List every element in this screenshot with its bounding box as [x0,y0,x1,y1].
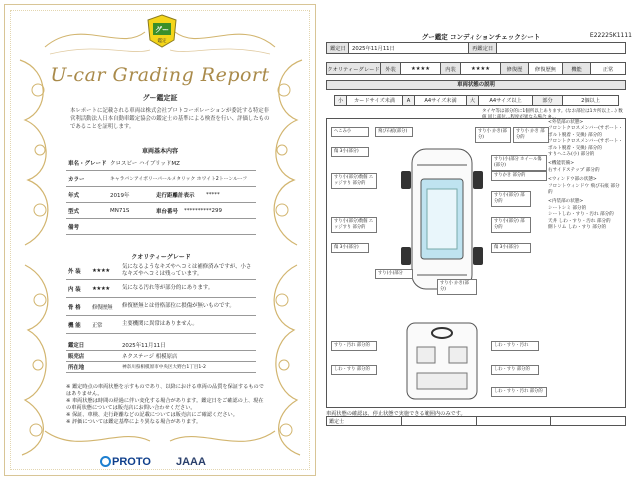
value-address: 神奈川県相模原市中央区大野台1丁目1-2 [122,365,206,370]
note-line: ※ 車両状態は時間の経過に伴い変化する場合があります。鑑定日をご確認の上、現在の車両状態については販売店にお問い合わせください。 [66,398,264,411]
svg-text:グー: グー [155,26,169,34]
jaaa-logo: JAAA [176,456,206,468]
size-card-mark: A [403,96,415,105]
label-ext: 外装 [381,63,401,74]
vehicle-info-table [66,155,256,235]
row-name-grade [66,155,256,171]
desc-equipment: 主要機関に異常はありません。 [122,321,198,328]
damage-cell: すり小 かき 部分的 [513,127,549,143]
damage-cell: すり小(部分) 部分的 [491,217,531,233]
damage-cell: 傷 3小(部分) [491,243,531,253]
sheet-code: E22225K1111 [589,32,632,39]
row-exterior [66,262,256,280]
condition-sheet [322,0,640,480]
note-line: ※ 鑑定時点の車両状態を示すものであり、以降における車両の品質を保証するものではありません。 [66,384,264,397]
size-legend-note: タイヤ等は部分的に1個所以上あります。(なお部位は1カ所以上…) 数値 同じ部位…程度が異なる場合 ※… [482,109,623,120]
note-line: フロントクロスメンバー(サポート・ボルト脱着・交換) 部分的 [548,139,623,151]
label-remarks: 備考 [68,224,80,231]
damage-cell: 傷 3小(部分) [331,243,369,253]
label-color: カラー [68,176,85,183]
damage-cell: 傷 3小(部分) [331,147,369,157]
vehicle-info-heading: 車両基本内容 [141,148,178,155]
size-part: 部分 [533,96,563,105]
size-card: カードサイズ未満 [347,96,403,105]
label-model: 型式 [68,208,80,215]
desc-frame: 修復歴無とは骨格部位に損傷が無いものです。 [122,303,235,310]
damage-cell: すり(小)部分 [375,269,413,279]
note-line: シートしわ・すり・汚れ 部分的 [548,212,614,218]
label-int: 内装 [441,63,461,74]
car-interior-view [397,319,487,404]
script-title: U-car Grading Report [50,64,270,86]
size-large: 大 [467,96,479,105]
note-line: ※ 保証、車検、走行距離などの記載については販売店にご確認ください。 [66,412,238,418]
quality-grade-table [66,262,256,334]
value-mileage: ***** [206,191,220,198]
row-year [66,187,256,203]
label-equipment: 機 能 [68,322,81,329]
note-line: フロントクロスメンバー(サポート・ボルト脱着・交換) 部分的 [548,126,623,138]
damage-cell: すり(小)部分 ホイール傷(部分) [491,155,547,171]
label-chassis: 車台番号 [156,208,179,215]
status-heading: 車両状態の説明 [326,80,626,90]
value-date: 2025年11月11日 [122,343,166,349]
damage-cell: すり小(部分)数個 エッジすり 部分的 [331,217,377,233]
sheet-footer: 車両状態の確認は、停止状態で実施できる範囲内のみです。 [326,411,466,417]
damage-cell: すり小(部分)数個 エッジすり 部分的 [331,173,377,189]
value-year: 2019年 [110,192,130,199]
stars-interior: ★★★★ [92,285,110,292]
value-name-grade: クロスビー ハイブリッドMZ [110,160,180,167]
label-date: 鑑定日 [327,43,349,53]
label-exterior: 外 装 [68,268,81,275]
value-func: 正常 [602,66,614,73]
sheet-meta-row [326,42,626,54]
damage-cell: すり小 かき(部分) [437,279,477,295]
row-remarks [66,219,256,235]
value-ext: ★★★★ [401,63,441,74]
goo-badge-logo [146,14,178,48]
stars-exterior: ★★★★ [92,267,110,274]
size-a4: A4サイズ未満 [415,96,467,105]
note-line: <ウィンドウ部の状態> [548,177,597,183]
damage-cell: しわ・すり・汚れ 部分的 [491,387,547,397]
desc-exterior: 気になるようなキズやへコミは補修済みですが、小さなキズやへコミは残っています。 [122,264,252,277]
row-frame [66,298,256,316]
value-equipment: 正常 [92,322,103,329]
signature-row [326,416,626,426]
label-mileage: 走行距離計表示 [156,192,195,199]
value-date: 2025年11月11日 [349,43,469,53]
row-interior [66,280,256,298]
desc-interior: 気になる汚れ等が部分的にあります。 [122,285,214,292]
value-reinspect-date [497,43,625,53]
row-date [66,340,256,351]
sheet-quality-row [326,62,626,75]
sig-cell [477,417,552,425]
damage-cell: 飛び石痕(部分) [375,127,413,137]
note-line: シートシミ 部分的 [548,205,587,211]
value-chassis: **********299 [184,207,222,214]
sig-cell [551,417,625,425]
value-color: キャラバンアイボリーパールメタリック ホワイト2トーンルーフ [110,177,248,182]
size-two: 2個以上 [581,98,600,104]
note-line: フロントウィンドウ 飛び石痕 部分的 [548,183,620,196]
label-date: 鑑定日 [68,343,85,349]
inspection-details [66,340,256,373]
sheet-title: グー鑑定 コンディションチェックシート [421,33,541,41]
label-quality: クオリティーグレード [327,63,381,74]
notes-heading: <外装部の状態> [548,120,584,125]
damage-cell: すり小 かき(部分) [475,127,511,143]
damage-cell: すり・汚れ 部分的 [331,341,377,351]
size-a4-over: A4サイズ以上 [479,96,533,105]
damage-cell: しわ・すり 部分的 [331,365,377,375]
certificate-notes [66,384,266,426]
note-line: ※ 評価については鑑定基準により異なる場合があります。 [66,419,202,425]
value-int: ★★★★ [461,63,501,74]
proto-logo: PROTO [112,456,151,468]
proto-logo-icon [100,456,111,467]
size-legend-row [334,95,619,106]
condition-notes [548,120,624,232]
note-line: 天井 しわ・すり・汚れ 部分的 [548,218,611,224]
damage-cell: しわ・すり・汚れ [491,341,539,351]
note-line: 右サイドステップ 部分的 [548,167,600,173]
note-line: <内装部の状態> [548,199,584,205]
note-line: 側トリム しわ・すり 部分的 [548,225,607,231]
ornament-bottom-flourish [40,426,280,456]
label-frame: 骨 格 [68,304,81,311]
label-reinspect-date: 再鑑定日 [469,43,497,53]
label-address: 所在地 [68,365,85,371]
row-model [66,203,256,219]
certificate-intro: 本レポートに記載される車両は株式会社プロトコーポレーションが委託する特定非営利活動法人日本自動車鑑定協会の鑑定士の基準による検査を行い、評価したものであることを証明します。 [70,108,270,130]
label-func: 機能 [563,63,591,74]
damage-cell: すりかき 部分的 [491,171,547,181]
note-line: すりへこみ(小) 部分的 [548,152,595,158]
size-small: 小 [335,96,347,105]
sig-cell: 鑑定士 [327,417,402,425]
row-color [66,171,256,187]
label-repair: 修復歴 [501,63,529,74]
value-model: MN71S [110,207,130,214]
note-line: <機能装備> [548,161,575,167]
value-shop: ネクステージ 相模原店 [122,354,178,360]
value-repair: 修復歴無 [529,63,563,74]
label-shop: 販売店 [68,354,85,360]
damage-cell: しわ・すり 部分的 [491,365,539,375]
certificate-title: グー鑑定証 [142,94,178,102]
label-name-grade: 車名・グレード [68,160,107,167]
label-interior: 内 装 [68,286,81,293]
row-equipment [66,316,256,334]
value-frame: 修復歴無 [92,304,113,311]
quality-grade-heading: クオリティーグレード [131,254,191,261]
damage-cell: すり小(部分) 部分的 [491,191,531,207]
sig-cell [402,417,477,425]
row-shop [66,351,256,362]
damage-cell: へこみ小 [331,127,369,137]
svg-text:鑑定: 鑑定 [157,39,167,44]
row-address [66,362,256,373]
label-year: 年式 [68,192,80,199]
